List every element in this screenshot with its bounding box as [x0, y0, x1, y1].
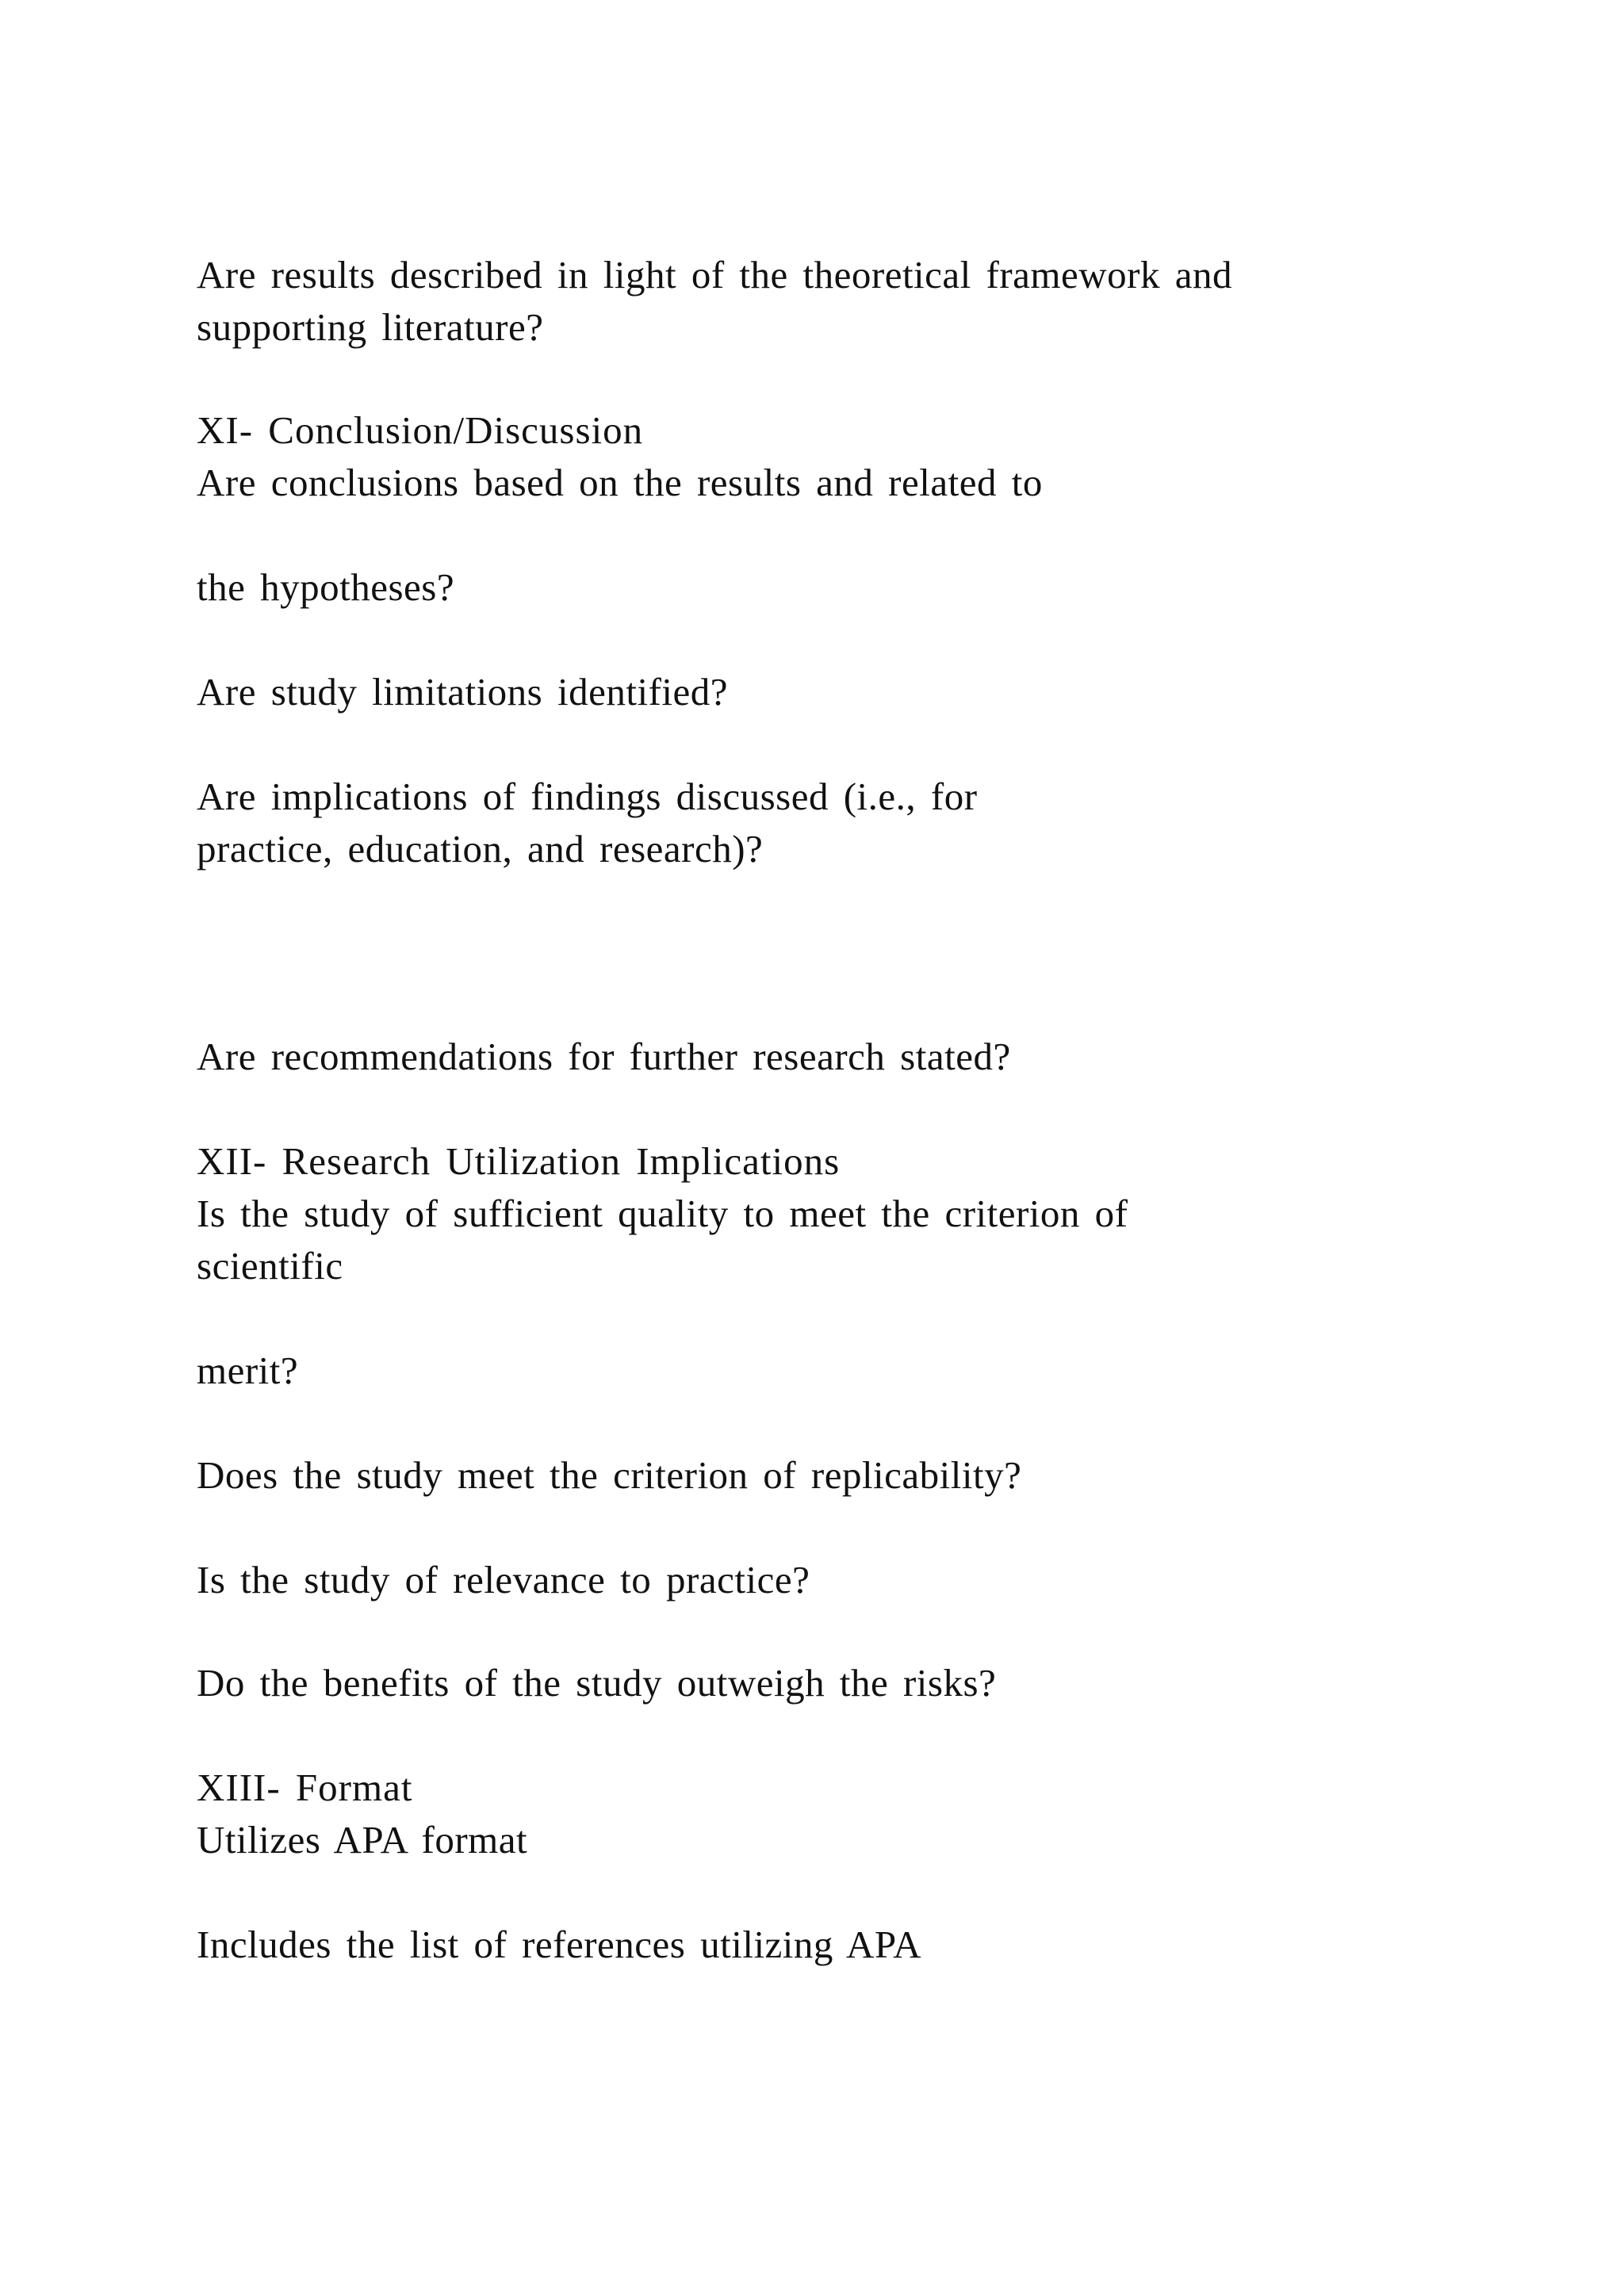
- criterion-references-apa: Includes the list of references utilizing APA: [197, 1923, 921, 1966]
- question-conclusions-based-on-results-continued: the hypotheses?: [197, 565, 455, 609]
- question-results-theoretical-framework: Are results described in light of the theoretical framework and: [197, 253, 1232, 297]
- section-heading-format: XIII- Format: [197, 1766, 413, 1809]
- question-implications-of-findings-continued: practice, education, and research)?: [197, 827, 764, 871]
- question-conclusions-based-on-results: Are conclusions based on the results and related to: [197, 461, 1043, 504]
- section-heading-research-utilization: XII- Research Utilization Implications: [197, 1139, 841, 1183]
- question-results-theoretical-framework-continued: supporting literature?: [197, 305, 544, 349]
- section-heading-conclusion-discussion: XI- Conclusion/Discussion: [197, 408, 644, 452]
- question-benefits-outweigh-risks: Do the benefits of the study outweigh the risks?: [197, 1661, 997, 1705]
- criterion-apa-format: Utilizes APA format: [197, 1818, 528, 1862]
- question-sufficient-quality-continued: scientific: [197, 1244, 343, 1288]
- question-sufficient-quality-end: merit?: [197, 1349, 299, 1392]
- question-replicability: Does the study meet the criterion of replicability?: [197, 1453, 1022, 1497]
- question-implications-of-findings: Are implications of findings discussed (i.e., for: [197, 775, 978, 818]
- question-relevance-to-practice: Is the study of relevance to practice?: [197, 1558, 810, 1601]
- question-study-limitations: Are study limitations identified?: [197, 670, 729, 714]
- question-recommendations-further-research: Are recommendations for further research stated?: [197, 1035, 1011, 1078]
- question-sufficient-quality: Is the study of sufficient quality to meet the criterion of: [197, 1192, 1128, 1235]
